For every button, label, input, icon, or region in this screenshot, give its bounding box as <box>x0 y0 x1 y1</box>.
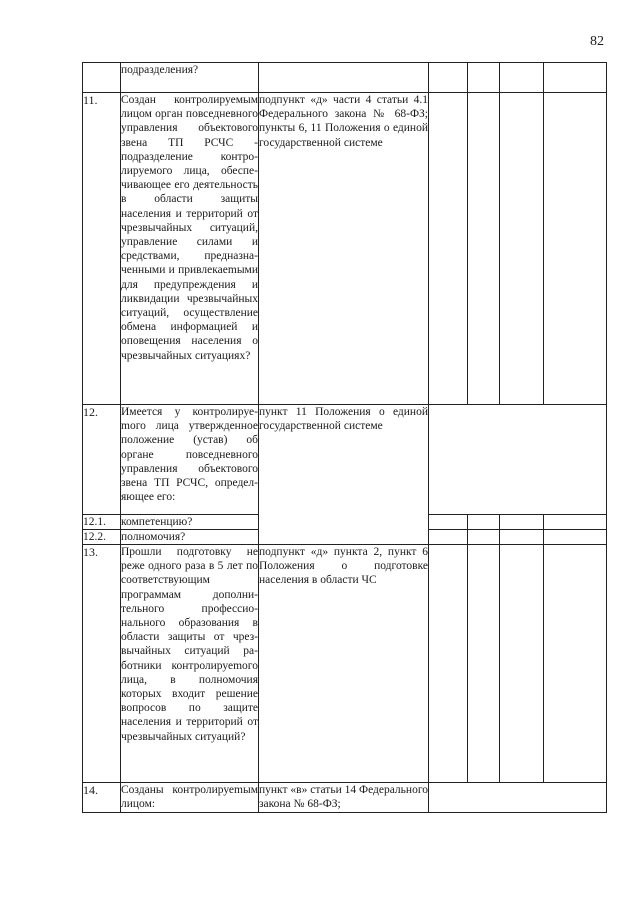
answer-no-cell[interactable] <box>468 63 500 93</box>
answer-no-cell[interactable] <box>468 530 500 545</box>
notes-cell[interactable] <box>544 63 607 93</box>
item-number-cell: 12.1. <box>83 515 121 530</box>
item-number-cell <box>83 63 121 93</box>
answer-na-cell[interactable] <box>500 515 544 530</box>
reference-cell: подпункт «д» пункта 2, пункт 6 Положения о подготовке населения в области ЧС <box>259 545 429 783</box>
item-number-cell: 11. <box>83 93 121 405</box>
table-row <box>83 783 607 813</box>
reference-cell: подпункт «д» части 4 статьи 4.1 Федерального закона № 68-ФЗ; пункты 6, 11 Положения о единой государственной системе <box>259 93 429 405</box>
reference-cell: пункт 11 Положения о единой государственной системе <box>259 405 429 545</box>
question-cell: Имеется у контролируеmого лица утвержденное положение (устав) об органе повседневного управления объектового звена ТП РСЧС, определяющее его: <box>121 405 259 515</box>
answer-no-cell[interactable] <box>468 93 500 405</box>
reference-cell: пункт «в» статьи 14 Федерального закона № 68-ФЗ; <box>259 783 429 813</box>
question-cell: Создан контролируемым лицом орган повседневного управления объектового звена ТП РСЧС - подразделение контролируемого лица, обеспечивающее его деятельность в области защиты населения и территорий от чрезвычайных ситуаций, управление силами и средствами, предназначенными и привлекаеmыми для предупреждения и ликвидации чрезвычайных ситуаций, осуществление обмена информацией и оповещения населения о чрезвычайных ситуациях? <box>121 93 259 405</box>
answer-yes-cell[interactable] <box>429 530 468 545</box>
notes-cell[interactable] <box>544 515 607 530</box>
answer-na-cell[interactable] <box>500 530 544 545</box>
merged-answer-cell <box>429 783 607 813</box>
question-cell: полномочия? <box>121 530 259 545</box>
table-row <box>83 63 607 93</box>
reference-cell <box>259 63 429 93</box>
page-number: 82 <box>590 34 604 49</box>
question-cell: Созданы контролируеmым лицом: <box>121 783 259 813</box>
notes-cell[interactable] <box>544 545 607 783</box>
item-number-cell: 14. <box>83 783 121 813</box>
answer-na-cell[interactable] <box>500 63 544 93</box>
answer-no-cell[interactable] <box>468 545 500 783</box>
answer-na-cell[interactable] <box>500 545 544 783</box>
answer-yes-cell[interactable] <box>429 515 468 530</box>
notes-cell[interactable] <box>544 93 607 405</box>
checklist-table <box>82 62 607 813</box>
answer-yes-cell[interactable] <box>429 93 468 405</box>
answer-na-cell[interactable] <box>500 93 544 405</box>
item-number-cell: 12.2. <box>83 530 121 545</box>
question-cell: компетенцию? <box>121 515 259 530</box>
merged-answer-cell <box>429 405 607 515</box>
table-row <box>83 405 607 515</box>
answer-yes-cell[interactable] <box>429 63 468 93</box>
table-row <box>83 93 607 405</box>
notes-cell[interactable] <box>544 530 607 545</box>
answer-yes-cell[interactable] <box>429 545 468 783</box>
item-number-cell: 13. <box>83 545 121 783</box>
answer-no-cell[interactable] <box>468 515 500 530</box>
table-row <box>83 545 607 783</box>
item-number-cell: 12. <box>83 405 121 515</box>
question-cell: подразделения? <box>121 63 259 93</box>
question-cell: Прошли подготовку не реже одного раза в 5 лет по соответствующим программам дополнительного профессионального образования в области защиты от чрезвычайных ситуаций работники контролируеmого лица, в полномочия которых входит решение вопросов по защите населения и территорий от чрезвычайных ситуаций? <box>121 545 259 783</box>
